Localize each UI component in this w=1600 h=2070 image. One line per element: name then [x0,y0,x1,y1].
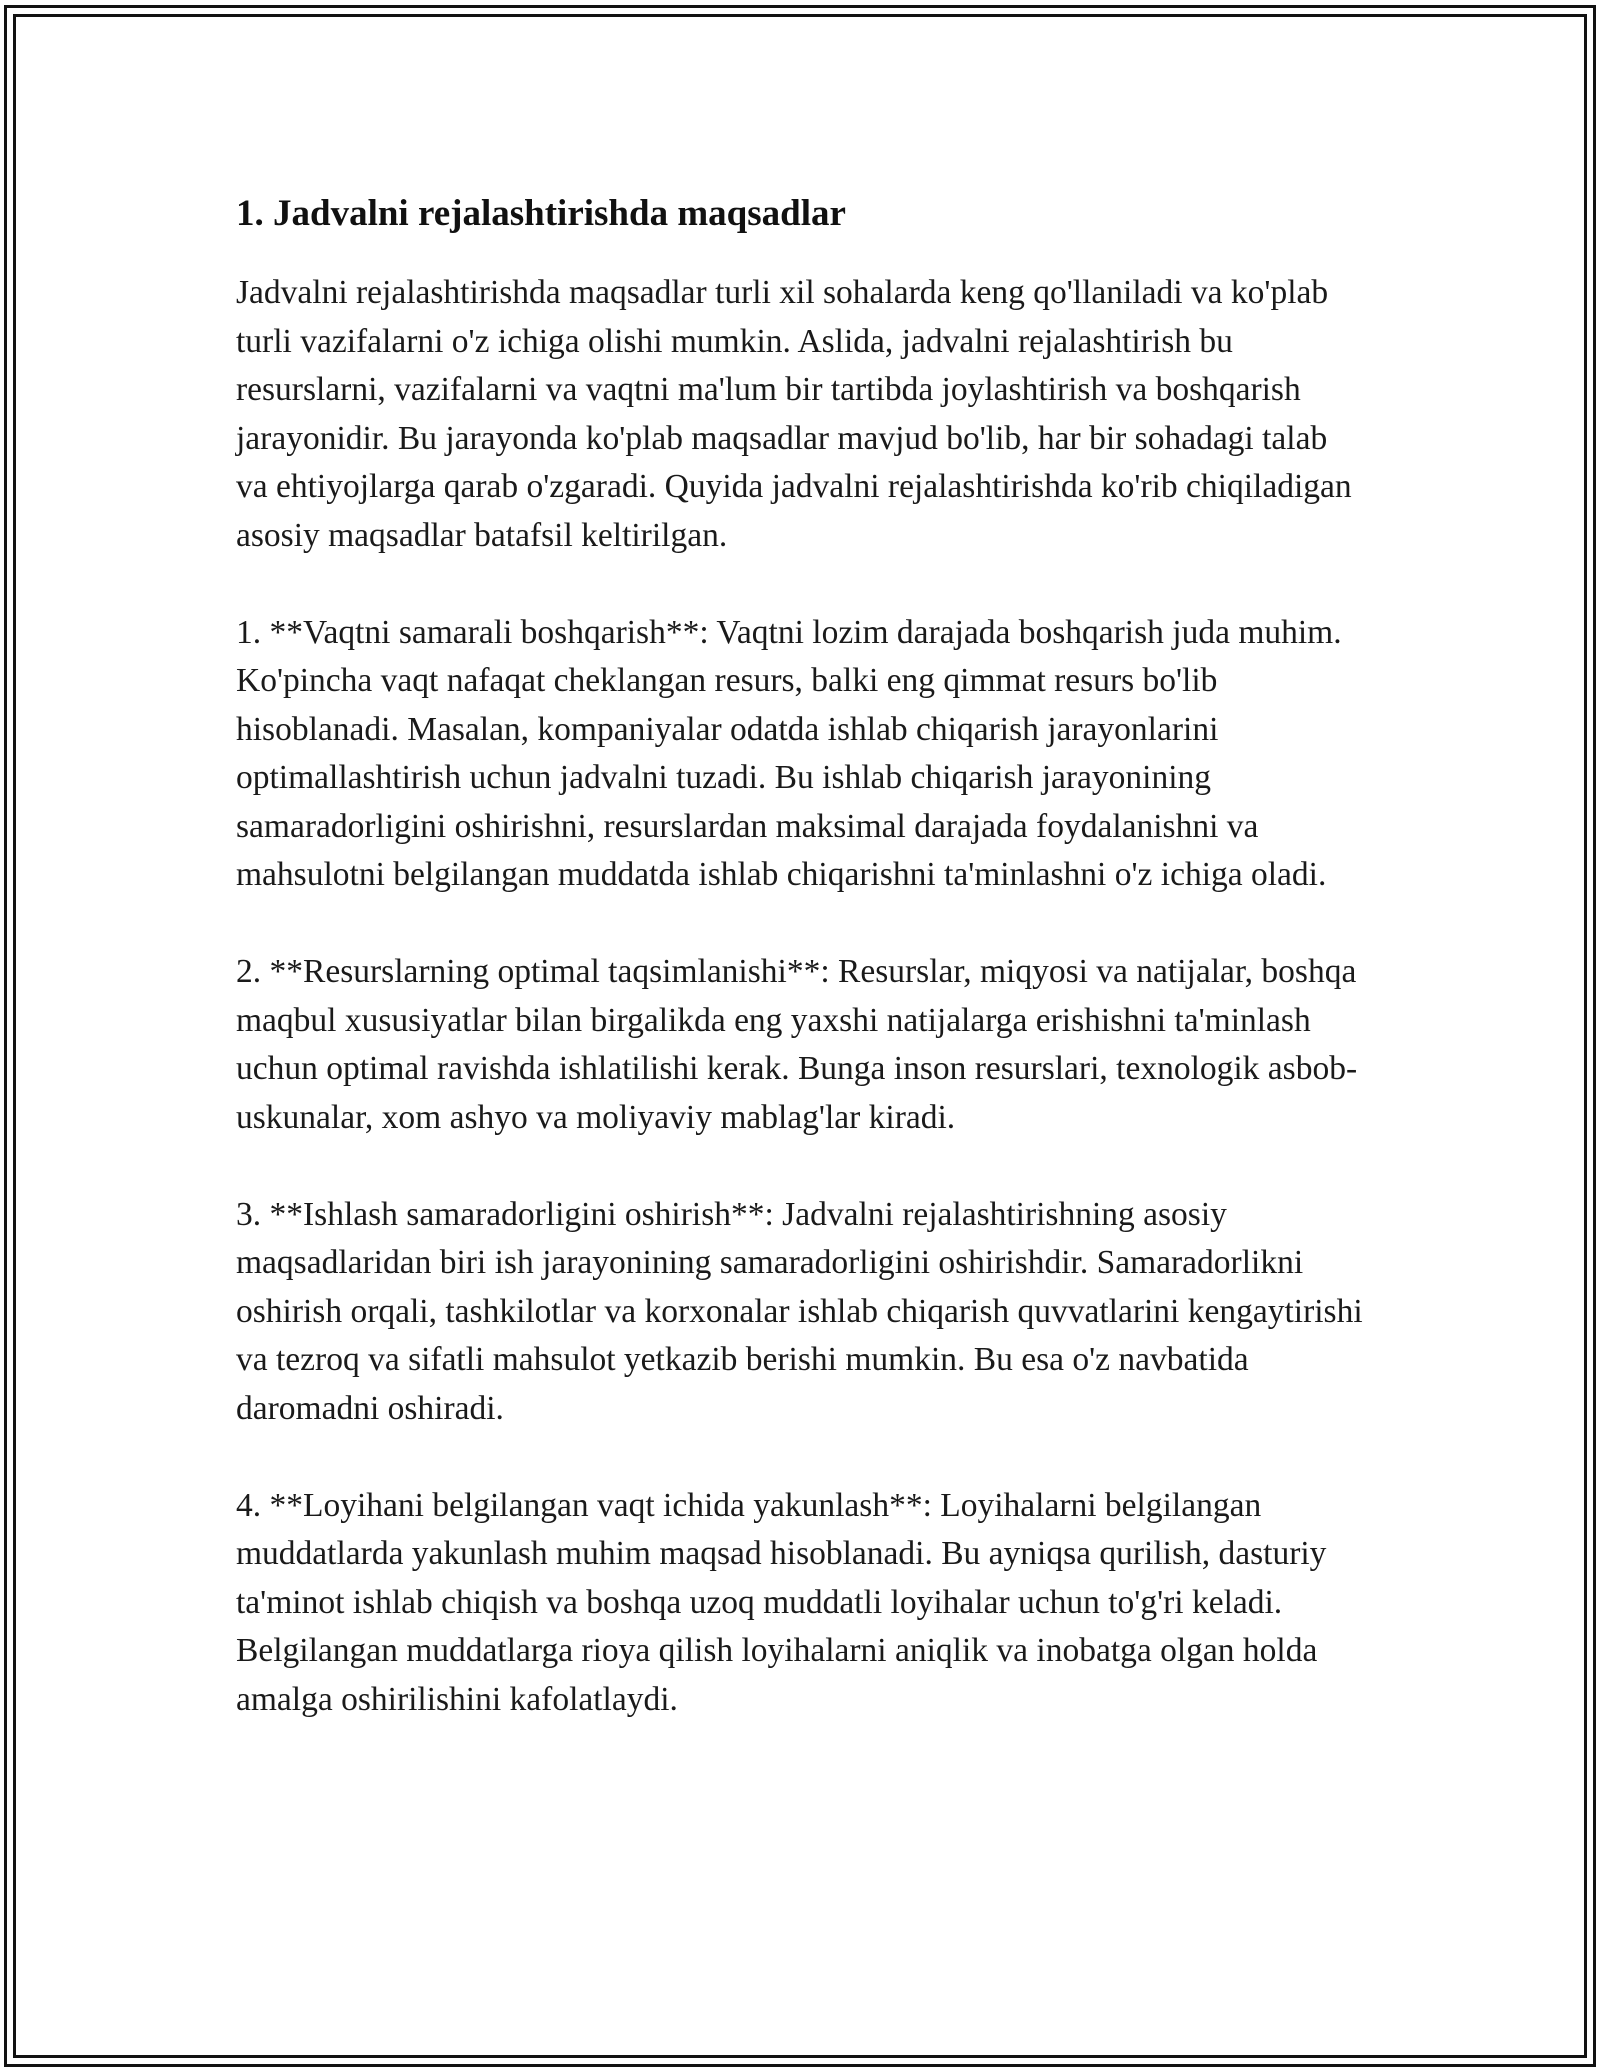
section-heading: 1. Jadvalni rejalashtirishda maqsadlar [236,193,846,234]
goal-resource-allocation-paragraph: 2. **Resurslarning optimal taqsimlanishi**: Resurslar, miqyosi va natijalar, boshqa maqbul xususiyatlar bilan birgalikda eng yaxshi natijalarga erishishni ta'minlash uchun optimal ravishda ishlatilishi kerak. Bunga inson resurslari, texnologik asbob-uskunalar, xom ashyo va moliyaviy mablag'lar kiradi. [236,953,1358,1136]
goal-efficiency-paragraph: 3. **Ishlash samaradorligini oshirish**: Jadvalni rejalashtirishning asosiy maqsadlaridan biri ish jarayonining samaradorligini oshirishdir. Samaradorlikni oshirish orqali, tashkilotlar va korxonalar ishlab chiqarish quvvatlarini kengaytirishi va tezroq va sifatli mahsulot yetkazib berishi mumkin. Bu esa o'z navbatida daromadni oshiradi. [236,1195,1363,1427]
goal-time-management-paragraph: 1. **Vaqtni samarali boshqarish**: Vaqtni lozim darajada boshqarish juda muhim. Ko'pincha vaqt nafaqat cheklangan resurs, balki eng qimmat resurs bo'lib hisoblanadi. Masalan, kompaniyalar odatda ishlab chiqarish jarayonlarini optimallashtirish uchun jadvalni tuzadi. Bu ishlab chiqarish jarayonining samaradorligini oshirishni, resurslardan maksimal darajada foydalanishni va mahsulotni belgilangan muddatda ishlab chiqarishni ta'minlashni o'z ichiga oladi. [236,613,1342,893]
document-body [236,185,1366,1773]
intro-paragraph: Jadvalni rejalashtirishda maqsadlar turli xil sohalarda keng qo'llaniladi va ko'plab turli vazifalarni o'z ichiga olishi mumkin. Aslida, jadvalni rejalashtirish bu resurslarni, vazifalarni va vaqtni ma'lum bir tartibda joylashtirish va boshqarish jarayonidir. Bu jarayonda ko'plab maqsadlar mavjud bo'lib, har bir sohadagi talab va ehtiyojlarga qarab o'zgaradi. Quyida jadvalni rejalashtirishda ko'rib chiqiladigan asosiy maqsadlar batafsil keltirilgan. [236,274,1352,554]
goal-project-deadline-paragraph: 4. **Loyihani belgilangan vaqt ichida yakunlash**: Loyihalarni belgilangan muddatlarda yakunlash muhim maqsad hisoblanadi. Bu ayniqsa qurilish, dasturiy ta'minot ishlab chiqish va boshqa uzoq muddatli loyihalar uchun to'g'ri keladi. Belgilangan muddatlarga rioya qilish loyihalarni aniqlik va inobatga olgan holda amalga oshirilishini kafolatlaydi. [236,1486,1327,1718]
